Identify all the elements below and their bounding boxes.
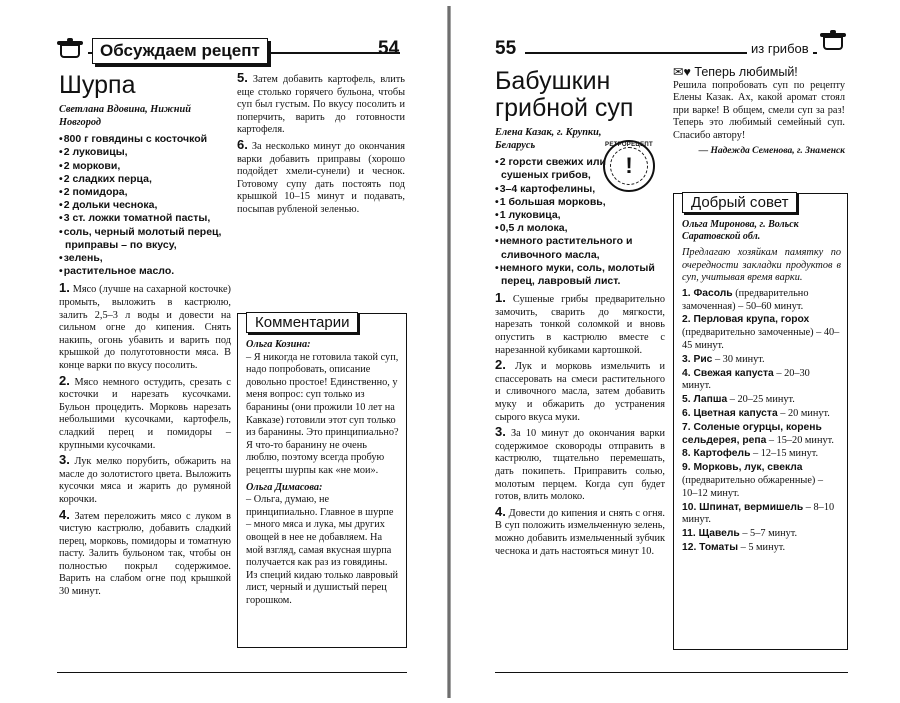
cooking-time-item: 11. Щавель – 5–7 минут.	[682, 528, 798, 540]
ingredient-item: • 2 сладких перца,	[59, 173, 231, 186]
ingredient-item: • 3 ст. ложки томатной пасты,	[59, 212, 231, 225]
exclamation-icon: !	[625, 153, 633, 178]
thanks-note	[673, 66, 845, 157]
ingredient-item: • 2 горсти свежих или сушеных грибов,	[495, 156, 655, 182]
ingredient-item: • немного растительного и сливочного масла,	[495, 235, 655, 261]
recipe-author: Светлана Вдовина, Нижний Новгород	[59, 104, 191, 128]
thanks-title: ✉♥ Теперь любимый!	[673, 65, 798, 79]
cooking-time-item: 4. Свежая капуста – 20–30 минут.	[682, 367, 810, 392]
ingredient-item: • 3–4 картофелины,	[495, 183, 655, 196]
comment-text: – Ольга, думаю, не принципиально. Главное в шурпе – много мяса и лука, мы других овощей в нее не добавляем. На мой взгляд, самая вкусная шурпа получается как раз из говядины. Из специй кидаю только лавровый лист, черный и душистый перец горошком.	[246, 494, 398, 606]
stamp-label: РЕТРОРЕЦЕПТ	[605, 142, 653, 148]
advice-box	[673, 193, 848, 650]
recipe-step: 3. Лук мелко порубить, обжарить на масле до золотистого цвета. Выложить кусочки мяса и жарить до румяной корочки.	[59, 452, 232, 505]
advice-intro: Предлагаю хозяйкам памятку по очередности закладки продуктов в суп, учитывая время варки.	[682, 247, 841, 284]
recipe-author: Елена Казак, г. Крупки, Беларусь	[495, 127, 602, 151]
recipe-step: 2. Лук и морковь измельчить и спассеровать на смеси растительного и сливочного масла, затем добавить муку и обжарить до устранения сырого вкуса муки.	[495, 357, 666, 423]
envelope-heart-icon: ✉♥	[673, 65, 691, 79]
ingredient-item: • 0,5 л молока,	[495, 222, 655, 235]
cooking-time-item: 3. Рис – 30 минут.	[682, 353, 765, 365]
recipe-title: Шурпа	[59, 71, 136, 99]
ingredient-item: • соль, черный молотый перец, приправы – по вкусу,	[59, 226, 231, 252]
comment	[246, 339, 400, 478]
cooking-time-item: 2. Перловая крупа, горох (предварительно замоченные) – 40–45 минут.	[682, 314, 840, 351]
recipe-column-left	[59, 72, 231, 601]
cooking-time-item: 5. Лапша – 20–25 минут.	[682, 394, 795, 406]
right-page	[451, 0, 900, 703]
thanks-signature: — Надежда Семенова, г. Знаменск	[698, 145, 845, 156]
cooking-time-item: 12. Томаты – 5 минут.	[682, 541, 786, 553]
ingredient-item: • зелень,	[59, 252, 231, 265]
recipe-step: 3. За 10 минут до окончания варки содержимое сковороды отправить в кастрюлю, тщательно перемешать, дать покипеть. Приправить солью, молотым перцем. Когда суп будет готов, влить молоко.	[495, 424, 665, 503]
retro-recipe-stamp	[603, 140, 655, 192]
cooking-time-item: 1. Фасоль (предварительно замоченная) – 50–60 минут.	[682, 287, 809, 312]
ingredient-item: • растительное масло.	[59, 265, 231, 278]
recipe-column-right	[237, 72, 405, 219]
comment	[246, 482, 400, 608]
recipe-title: Бабушкин грибной суп	[495, 67, 634, 122]
ingredient-item: • 2 моркови,	[59, 160, 231, 173]
left-page	[0, 0, 447, 703]
recipe-step: 1. Сушеные грибы предварительно замочить, сварить до мягкости, нарезать тонкой соломкой и вновь опустить в кастрюлю вместе с нарезанной кубиками картошкой.	[495, 290, 666, 356]
comments-box	[237, 313, 407, 648]
comments-heading: Комментарии	[246, 312, 358, 333]
cooking-time-item: 7. Соленые огурцы, корень сельдерея, репа – 15–20 минут.	[682, 421, 834, 446]
cooking-pot-icon	[57, 38, 83, 58]
recipe-step: 4. Затем переложить мясо с луком в чистую кастрюлю, добавить сладкий перец, морковь, помидоры и томатную пасту. Залить бульоном так, чтобы он полностью покрыл содержимое. Варить на слабом огне под крышкой 30 минут.	[59, 506, 231, 598]
ingredient-item: • 2 луковицы,	[59, 146, 231, 159]
ingredient-item: • 2 дольки чеснока,	[59, 199, 231, 212]
recipe-step: 5. Затем добавить картофель, влить еще столько горячего бульона, чтобы суп был густым. По вкусу посолить и поперчить, варить до готовности картофеля.	[237, 70, 405, 136]
comment-text: – Я никогда не готовила такой суп, надо попробовать, описание довольно простое! Единственно, у меня вопрос: суп только из баранины (они прожили 10 лет на Кавказе) готовили этот суп только из баранины. Это принципиально? Я что-то баранину не очень люблю, поэтому всегда пробую рецепты шурпы как «не мои».	[246, 351, 399, 476]
ingredient-list	[59, 133, 231, 278]
comment-author: Ольга Димасова:	[246, 481, 323, 493]
ingredient-item: • 1 луковица,	[495, 209, 655, 222]
ingredient-item: • немного муки, соль, молотый перец, лавровый лист.	[495, 262, 655, 288]
footer-rule	[57, 672, 407, 673]
section-title: из грибов	[747, 41, 813, 56]
advice-heading: Добрый совет	[682, 192, 797, 213]
advice-author: Ольга Миронова, г. Вольск Саратовской обл.	[682, 219, 799, 242]
cooking-time-item: 9. Морковь, лук, свекла (предварительно обжаренные) – 10–12 минут.	[682, 462, 824, 499]
recipe-step: 6. За несколько минут до окончания варки добавить приправы (хорошо подойдет хмели-сунели) и чеснок. Готовому супу дать постоять под крышкой 10–15 минут и подавать, посыпав рубленой зеленью.	[237, 136, 405, 215]
page-number: 54	[378, 38, 400, 59]
cooking-time-item: 6. Цветная капуста – 20 минут.	[682, 407, 830, 419]
ingredient-item: • 2 помидора,	[59, 186, 231, 199]
footer-rule	[495, 672, 848, 673]
recipe-step: 2. Мясо немного остудить, срезать с косточки и нарезать кусочками. Бульон процедить. Морковь нарезать небольшими кусочками, картофель, сладкий перец и помидоры – крупными кусочками.	[59, 372, 231, 451]
cooking-time-item: 10. Шпинат, вермишель – 8–10 минут.	[682, 501, 835, 526]
cooking-pot-icon	[820, 30, 846, 50]
comment-author: Ольга Козина:	[246, 339, 311, 350]
cooking-time-list	[682, 288, 841, 555]
ingredient-item: • 800 г говядины с косточкой	[59, 133, 231, 146]
section-title: Обсуждаем рецепт	[92, 38, 268, 64]
recipe-step: 4. Довести до кипения и снять с огня. В суп положить измельченную зелень, можно добавить измельченный зубчик чеснока и дать настояться минут 10.	[495, 503, 665, 557]
recipe-step: 1. Мясо (лучше на сахарной косточке) промыть, выложить в кастрюлю, залить 2,5–3 л воды и довести на сильном огне до кипения. Снять накипь, огонь убавить и варить под крышкой до полуготовности мяса. В конце варки по вкусу посолить.	[59, 280, 231, 371]
ingredient-item: • 1 большая морковь,	[495, 196, 655, 209]
thanks-text: Решила попробовать суп по рецепту Елены Казак. Ах, какой аромат стоял при варке! В общем, смели суп за раз! Теперь это любимый семейный суп. Спасибо автору!	[673, 79, 845, 141]
page-number: 55	[495, 38, 517, 59]
cooking-time-item: 8. Картофель – 12–15 минут.	[682, 448, 819, 460]
